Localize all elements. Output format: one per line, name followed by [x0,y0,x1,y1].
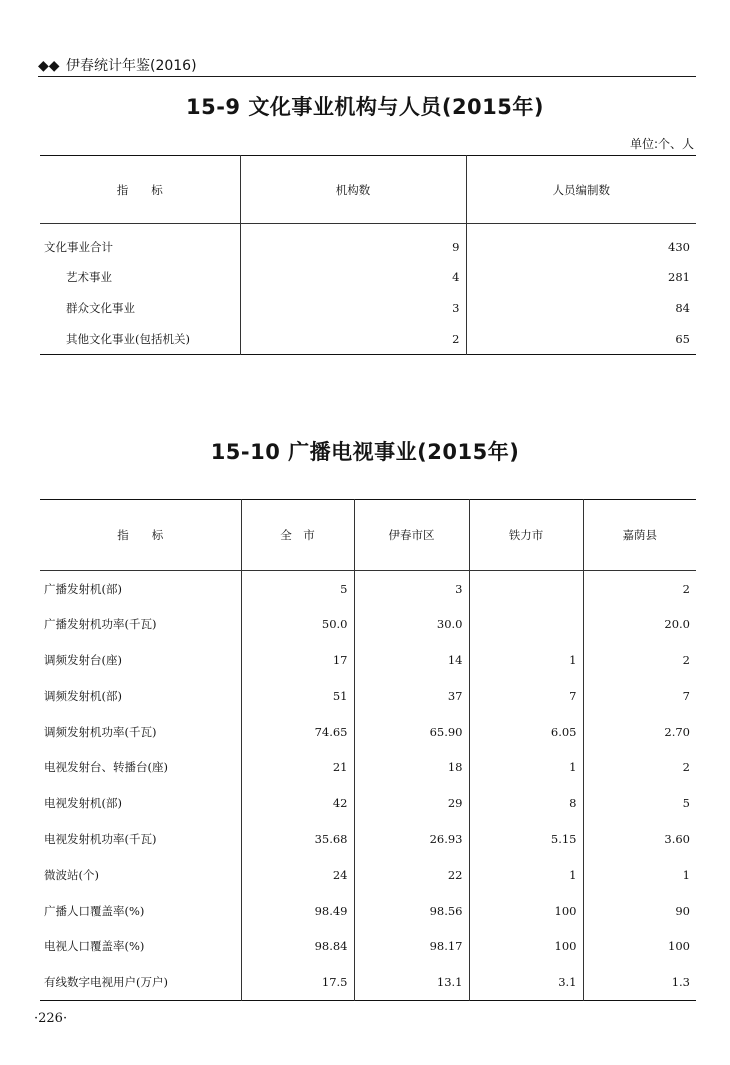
cell-value: 21 [241,749,354,785]
cell-value: 1 [583,857,696,893]
table1-unit: 单位:个、人 [629,137,694,151]
table2-title: 15-10 广播电视事业(2015年) [210,440,520,464]
table2-header-row [40,500,696,571]
cell-value: 18 [354,749,469,785]
row-label: 其他文化事业(包括机关) [66,331,190,346]
cell-value: 8 [469,785,583,821]
table-row [40,262,696,293]
running-header [38,56,197,76]
row-label: 有线数字电视用户(万户) [44,974,168,989]
row-label: 调频发射机(部) [44,688,122,703]
table-row [40,714,696,750]
table2-col-header: 伊春市区 [354,500,469,571]
cell-value: 26.93 [354,821,469,857]
table-row [40,324,696,355]
cell-value: 14 [354,642,469,678]
table2-col-header: 铁力市 [469,500,583,571]
cell-value: 24 [241,857,354,893]
table-row [40,642,696,678]
cell-value: 3.1 [469,964,583,1000]
cell-value: 2 [240,324,466,355]
cell-value: 4 [240,262,466,293]
cell-value: 5.15 [469,821,583,857]
cell-value: 17 [241,642,354,678]
cell-value: 50.0 [241,606,354,642]
cell-value: 65.90 [354,714,469,750]
cell-value: 1 [469,642,583,678]
table1-col-header: 人员编制数 [466,156,696,224]
cell-value: 84 [466,293,696,324]
table-row [40,224,696,262]
row-label: 电视人口覆盖率(%) [44,939,145,954]
cell-value: 3 [354,571,469,607]
cell-value: 2 [583,749,696,785]
cell-value [469,571,583,607]
table1-col-header: 指 标 [116,182,163,197]
table-row [40,749,696,785]
cell-value: 98.84 [241,928,354,964]
table1-col-header: 机构数 [240,156,466,224]
cell-value: 6.05 [469,714,583,750]
row-label: 广播人口覆盖率(%) [44,903,145,918]
cell-value: 98.17 [354,928,469,964]
cell-value: 5 [241,571,354,607]
table-row [40,606,696,642]
table-row [40,678,696,714]
cell-value: 42 [241,785,354,821]
cell-value: 65 [466,324,696,355]
cell-value: 9 [240,224,466,262]
page-number: ·226· [34,1011,68,1026]
table-row [40,928,696,964]
table-row [40,893,696,929]
cell-value: 3.60 [583,821,696,857]
row-label: 群众文化事业 [66,301,135,315]
cell-value: 2.70 [583,714,696,750]
cell-value: 7 [583,678,696,714]
cell-value: 100 [469,893,583,929]
cell-value: 1 [469,857,583,893]
cell-value: 2 [583,571,696,607]
table-row [40,964,696,1000]
cell-value: 20.0 [583,606,696,642]
table2-col-header: 全 市 [241,500,354,571]
table1-title: 15-9 文化事业机构与人员(2015年) [185,95,544,119]
cell-value: 37 [354,678,469,714]
cell-value: 1.3 [583,964,696,1000]
row-label: 调频发射机功率(千瓦) [44,724,157,739]
row-label: 微波站(个) [44,867,99,882]
cell-value: 51 [241,678,354,714]
header-rule [38,76,696,77]
row-label: 广播发射机(部) [44,581,122,596]
cell-value: 430 [466,224,696,262]
row-label: 电视发射机(部) [44,796,122,811]
row-label: 调频发射台(座) [44,652,122,667]
table2-col-header: 嘉荫县 [583,500,696,571]
cell-value: 35.68 [241,821,354,857]
cell-value: 7 [469,678,583,714]
cell-value: 100 [583,928,696,964]
diamond-marks: ◆◆ [38,58,60,74]
row-label: 艺术事业 [66,270,112,284]
table-row [40,571,696,607]
row-label: 电视发射台、转播台(座) [44,760,168,775]
cell-value: 1 [469,749,583,785]
row-label: 电视发射机功率(千瓦) [44,831,157,846]
book-title: 伊春统计年鉴(2016) [66,58,197,74]
cell-value: 5 [583,785,696,821]
cell-value: 74.65 [241,714,354,750]
cell-value [469,606,583,642]
cell-value: 90 [583,893,696,929]
row-label: 文化事业合计 [44,239,113,254]
cell-value: 13.1 [354,964,469,1000]
table1 [40,155,696,355]
table2-col-header: 指 标 [117,528,164,542]
table-row [40,293,696,324]
cell-value: 30.0 [354,606,469,642]
cell-value: 3 [240,293,466,324]
table2 [40,499,696,1001]
cell-value: 22 [354,857,469,893]
cell-value: 98.56 [354,893,469,929]
table1-header-row [40,156,696,224]
table-row [40,785,696,821]
cell-value: 2 [583,642,696,678]
table-row [40,821,696,857]
cell-value: 17.5 [241,964,354,1000]
cell-value: 29 [354,785,469,821]
row-label: 广播发射机功率(千瓦) [44,617,157,632]
table-row [40,857,696,893]
cell-value: 100 [469,928,583,964]
table2-body [40,571,696,1001]
cell-value: 281 [466,262,696,293]
cell-value: 98.49 [241,893,354,929]
